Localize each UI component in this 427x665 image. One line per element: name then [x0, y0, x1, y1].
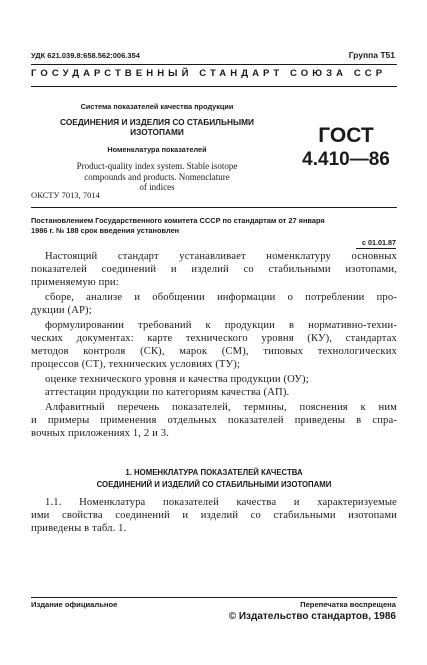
body-line: оценке технического уровня и качества продукции (ОУ); [45, 374, 309, 385]
body-line: процессов (СТ), технических условиях (ТУ); [31, 359, 241, 370]
body-line: сборе, анализе и обобщении информации о потреблении про- [45, 292, 397, 303]
body-line: Алфавитный перечень показателей, термины, пояснения к ним [45, 402, 397, 413]
quality-system-label: Система показателей качества продукции [80, 102, 234, 111]
udk-code: УДК 621.039.8:658.562:006.354 [31, 51, 140, 60]
state-standard-title: ГОСУДАРСТВЕННЫЙ СТАНДАРТ СОЮЗА ССР [31, 68, 387, 79]
standard-title-line-2: ИЗОТОПАМИ [130, 127, 184, 137]
effective-date-underline [356, 248, 396, 249]
title-block-rule [31, 207, 397, 208]
decree-line-2: 1986 г. № 188 срок введения установлен [31, 226, 180, 235]
section-title-line-2: СОЕДИНЕНИЙ И ИЗДЕЛИЙ СО СТАБИЛЬНЫМИ ИЗОТОПАМИ [96, 480, 332, 489]
header-rule-bottom [31, 86, 397, 87]
body-line: вочных приложениях 1, 2 и 3. [31, 428, 170, 439]
english-title-line-3: of indices [139, 182, 175, 192]
decree-line-1: Постановлением Государственного комитета СССР по стандартам от 27 января [31, 216, 325, 225]
gost-number: 4.410—86 [302, 149, 390, 170]
publisher-copyright: © Издательство стандартов, 1986 [228, 611, 396, 622]
header-rule-top [31, 64, 397, 65]
english-title-line-2: compounds and products. Nomenclature [84, 172, 230, 182]
body-line: методов контроля (СК), марок (СМ), типовых технологических [31, 346, 397, 357]
standard-title-line-1: СОЕДИНЕНИЯ И ИЗДЕЛИЯ СО СТАБИЛЬНЫМИ [60, 117, 254, 127]
group-code: Группа Т51 [348, 50, 395, 60]
section-title-line-1: 1. НОМЕНКЛАТУРА ПОКАЗАТЕЛЕЙ КАЧЕСТВА [125, 468, 303, 477]
body-line: и примеры применения отдельных показателей приведены в спра- [31, 415, 397, 426]
footer-rule [31, 597, 397, 598]
section-line: приведены в табл. 1. [31, 523, 127, 534]
effective-date: с 01.01.87 [362, 238, 396, 247]
nomenclature-label: Номенклатура показателей [107, 145, 207, 154]
section-line: ими свойства соединений и изделий со стабильными изотопами [31, 510, 397, 521]
section-line: 1.1. Номенклатура показателей качества и характеризуемые [45, 497, 397, 508]
body-line: применяемую при: [31, 277, 119, 288]
body-line: аттестации продукции по категориям качества (АП). [45, 387, 290, 398]
reprint-prohibited-label: Перепечатка воспрещена [300, 600, 396, 609]
body-line: Настоящий стандарт устанавливает номенклатуру основных [45, 251, 397, 262]
body-line: формулировании требований к продукции в нормативно-техни- [45, 320, 397, 331]
gost-label: ГОСТ [318, 124, 374, 147]
english-title-line-1: Product-quality index system. Stable isotope [76, 161, 238, 171]
body-line: дукции (АР); [31, 305, 92, 316]
body-line: ческих документах: карте технического уровня (КУ), стандартах [31, 333, 397, 344]
okstu-code: ОКСТУ 7013, 7014 [31, 190, 100, 200]
official-edition-label: Издание официальное [31, 600, 118, 609]
body-line: показателей соединений и изделий со стабильными изотопами, [31, 264, 397, 275]
